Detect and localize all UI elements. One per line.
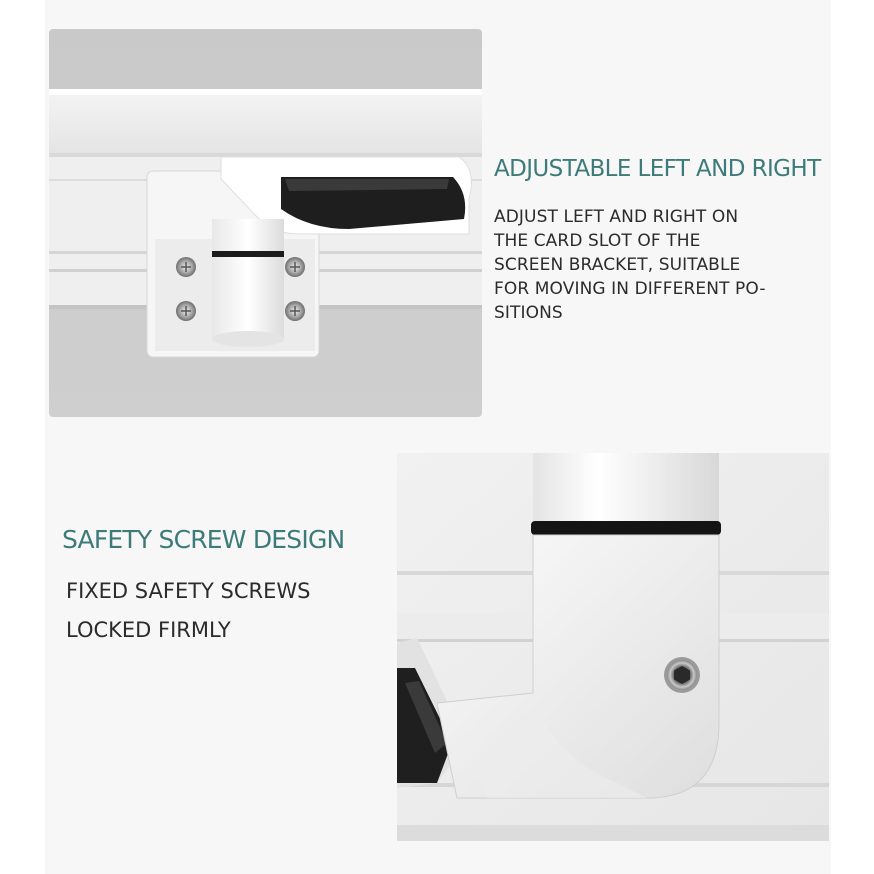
description-line: SITIONS [494, 303, 563, 323]
adjustable-heading: ADJUSTABLE LEFT AND RIGHT [494, 156, 821, 182]
adjustable-description [494, 205, 766, 325]
description-line: SCREEN BRACKET, SUITABLE [494, 255, 741, 275]
safety-screw-closeup-photo [397, 453, 829, 841]
description-line: FOR MOVING IN DIFFERENT PO- [494, 279, 766, 299]
description-line: LOCKED FIRMLY [66, 618, 231, 642]
safety-screw-description [66, 572, 310, 650]
description-line: ADJUST LEFT AND RIGHT ON [494, 207, 739, 227]
bracket-card-slot-photo [49, 29, 482, 417]
description-line: FIXED SAFETY SCREWS [66, 579, 311, 603]
safety-screw-heading: SAFETY SCREW DESIGN [62, 525, 345, 554]
description-line: THE CARD SLOT OF THE [494, 231, 701, 251]
